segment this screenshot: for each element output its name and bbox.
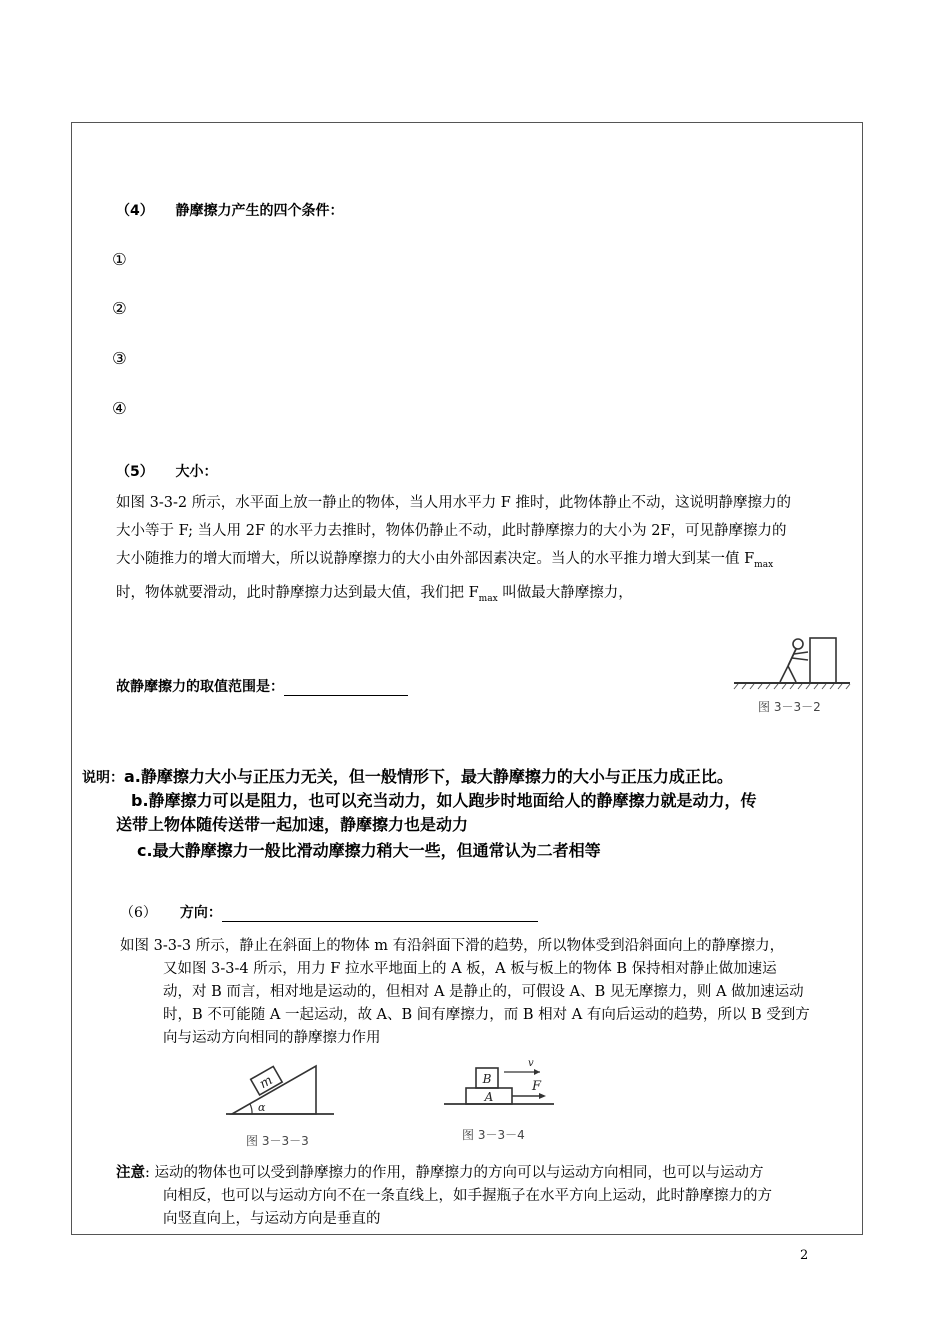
stacked-plates-diagram [442, 1056, 560, 1112]
section6-line-1: 如图 3-3-3 所示，静止在斜面上的物体 m 有沿斜面下滑的趋势，所以物体受到沿斜面向上的静摩擦力， [120, 938, 785, 954]
incline-block-diagram [222, 1058, 340, 1122]
paragraph-line: 大小随推力的增大而增大，所以说静摩擦力的大小由外部因素决定。当人的水平推力增大到某一值 $F_{max}$ [116, 551, 774, 570]
figure-3-3-4 [442, 1056, 560, 1148]
figure-3-3-3 [222, 1058, 340, 1154]
figure-3-3-3-caption: 图 3－3－3 [246, 1134, 309, 1148]
explanation-c: c.最大静摩擦力一般比滑动摩擦力稍大一些，但通常认为二者相等 [137, 841, 601, 860]
section6-line-5: 向与运动方向相同的静摩擦力作用 [163, 1030, 381, 1046]
section4-heading [116, 200, 344, 220]
range-answer-blank [284, 679, 408, 696]
block-m-label: m [257, 1072, 276, 1093]
max-subscript: max [754, 559, 774, 570]
explanation-b-continued: 送带上物体随传送带一起加速，静摩擦力也是动力 [116, 815, 469, 834]
page-number: 2 [800, 1248, 809, 1263]
section5-paragraph [116, 489, 791, 613]
section6-line-4: 时，B 不可能随 A 一起运动，故 A、B 间有摩擦力，而 B 相对 A 有向后运动的趋势，所以 B 受到方 [163, 1007, 810, 1023]
attention-line-2: 向相反，也可以与运动方向不在一条直线上，如手握瓶子在水平方向上运动，此时静摩擦力的方 [163, 1188, 772, 1204]
section6-title: 方向： [179, 905, 222, 921]
figure-3-3-2 [732, 630, 852, 720]
explanation-label: 说明： [82, 770, 124, 786]
section6-line-2: 又如图 3-3-4 所示，用力 F 拉水平地面上的 A 板，A 板与板上的物体 B 保持相对静止做加速运 [163, 961, 777, 977]
section5-number: （5） [116, 464, 154, 480]
condition-item-4: ④ [112, 399, 127, 418]
force-f-label: F [532, 1079, 542, 1094]
paragraph-line: 如图 3-3-2 所示，水平面上放一静止的物体，当人用水平力 F 推时，此物体静止不动，这说明静摩擦力的 [116, 495, 791, 511]
paragraph-line: 时，物体就要滑动，此时静摩擦力达到最大值，我们把 $F_{max}$ 叫做最大静摩擦力， [116, 584, 633, 604]
condition-item-1: ① [112, 250, 127, 269]
section4-number: （4） [116, 203, 154, 219]
figure-3-3-4-caption: 图 3－3－4 [462, 1128, 525, 1142]
section6-line-3: 动，对 B 而言，相对地是运动的，但相对 A 是静止的，可假设 A、B 见无摩擦力，则 A 做加速运动 [163, 984, 804, 1000]
section5-heading [116, 461, 218, 481]
section6-heading [120, 902, 538, 922]
section6-number: （6） [120, 905, 157, 921]
block-b-label: B [482, 1072, 492, 1086]
explanation-b: b.静摩擦力可以是阻力，也可以充当动力，如人跑步时地面给人的静摩擦力就是动力，传 [131, 791, 757, 810]
max-subscript: max [478, 593, 498, 604]
angle-alpha-label: α [258, 1101, 266, 1114]
figure-3-3-2-caption: 图 3－3－2 [758, 700, 821, 714]
range-label: 故静摩擦力的取值范围是： [116, 679, 284, 695]
paragraph-line: 大小等于 F; 当人用 2F 的水平力去推时，物体仍静止不动，此时静摩擦力的大小为 2F，可见静摩擦力的 [116, 523, 787, 539]
condition-item-3: ③ [112, 349, 127, 368]
section4-title: 静摩擦力产生的四个条件： [175, 203, 344, 219]
person-pushing-box-diagram [732, 630, 852, 690]
range-question [116, 676, 408, 696]
plate-a-label: A [484, 1090, 494, 1104]
attention-line-3: 向竖直向上，与运动方向是垂直的 [163, 1211, 381, 1227]
attention-label: 注意 [116, 1165, 145, 1181]
condition-item-2: ② [112, 299, 127, 318]
attention-line-1: 注意: 运动的物体也可以受到静摩擦力的作用，静摩擦力的方向可以与运动方向相同，也可以与运动方 [116, 1165, 764, 1181]
explanation-a: 说明：a.静摩擦力大小与正压力无关，但一般情形下，最大静摩擦力的大小与正压力成正比。 [82, 767, 733, 786]
velocity-v-label: v [528, 1058, 534, 1069]
direction-answer-blank [222, 905, 538, 922]
section5-title: 大小： [175, 464, 218, 480]
